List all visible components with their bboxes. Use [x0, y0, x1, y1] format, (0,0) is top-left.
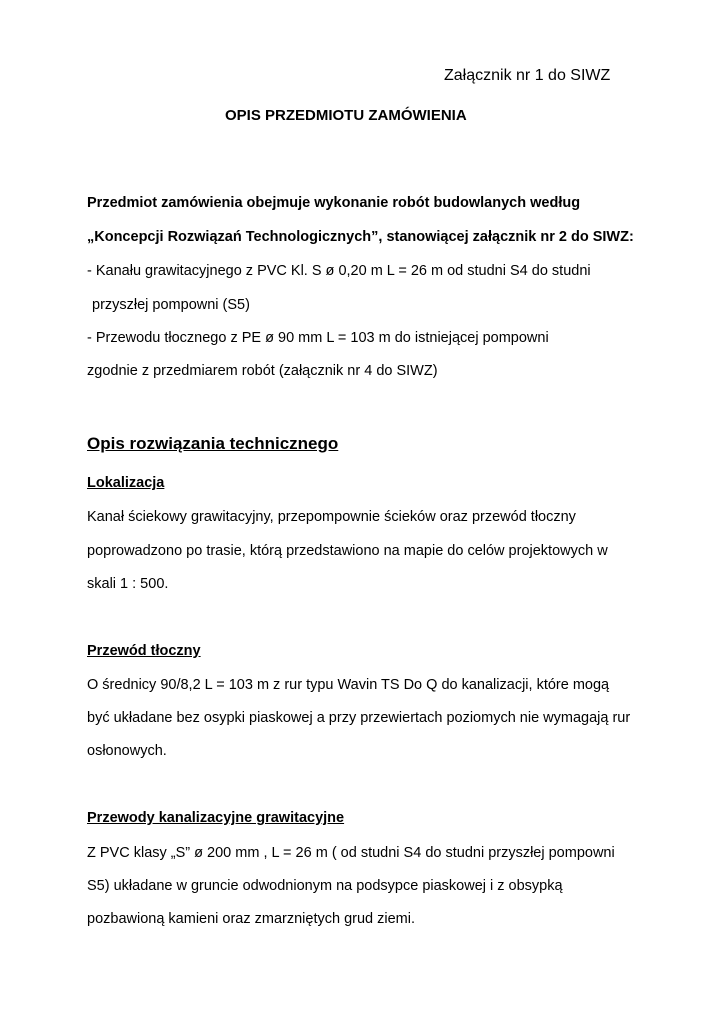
subheading-location: Lokalizacja	[87, 475, 165, 491]
location-line-3: skali 1 : 500.	[87, 576, 169, 592]
pressure-pipe-line-3: osłonowych.	[87, 743, 167, 759]
annex-label: Załącznik nr 1 do SIWZ	[444, 67, 611, 84]
location-line-1: Kanał ściekowy grawitacyjny, przepompownie ścieków oraz przewód tłoczny	[87, 509, 576, 525]
document-title: OPIS PRZEDMIOTU ZAMÓWIENIA	[225, 107, 467, 124]
pressure-pipe-line-2: być układane bez osypki piaskowej a przy przewiertach poziomych nie wymagają rur	[87, 710, 631, 726]
intro-line-6: zgodnie z przedmiarem robót (załącznik nr 4 do SIWZ)	[87, 363, 438, 379]
intro-line-5: - Przewodu tłocznego z PE ø 90 mm L = 103 m do istniejącej pompowni	[87, 330, 549, 346]
gravity-pipes-line-3: pozbawioną kamieni oraz zmarzniętych grud ziemi.	[87, 911, 416, 927]
subheading-pressure-pipe: Przewód tłoczny	[87, 643, 201, 659]
pressure-pipe-line-1: O średnicy 90/8,2 L = 103 m z rur typu Wavin TS Do Q do kanalizacji, które mogą	[87, 677, 610, 693]
section-heading-technical: Opis rozwiązania technicznego	[87, 434, 339, 453]
gravity-pipes-line-2: S5) układane w gruncie odwodnionym na podsypce piaskowej i z obsypką	[87, 878, 563, 894]
intro-line-2: „Koncepcji Rozwiązań Technologicznych”, stanowiącej załącznik nr 2 do SIWZ:	[87, 229, 634, 245]
intro-line-3: - Kanału grawitacyjnego z PVC Kl. S ø 0,20 m L = 26 m od studni S4 do studni	[87, 263, 591, 279]
gravity-pipes-line-1: Z PVC klasy „S” ø 200 mm , L = 26 m ( od studni S4 do studni przyszłej pompowni	[87, 845, 615, 861]
location-line-2: poprowadzono po trasie, którą przedstawiono na mapie do celów projektowych w	[87, 543, 608, 559]
subheading-gravity-pipes: Przewody kanalizacyjne grawitacyjne	[87, 810, 345, 826]
intro-line-4: przyszłej pompowni (S5)	[92, 297, 250, 313]
intro-line-1: Przedmiot zamówienia obejmuje wykonanie robót budowlanych według	[87, 195, 581, 211]
